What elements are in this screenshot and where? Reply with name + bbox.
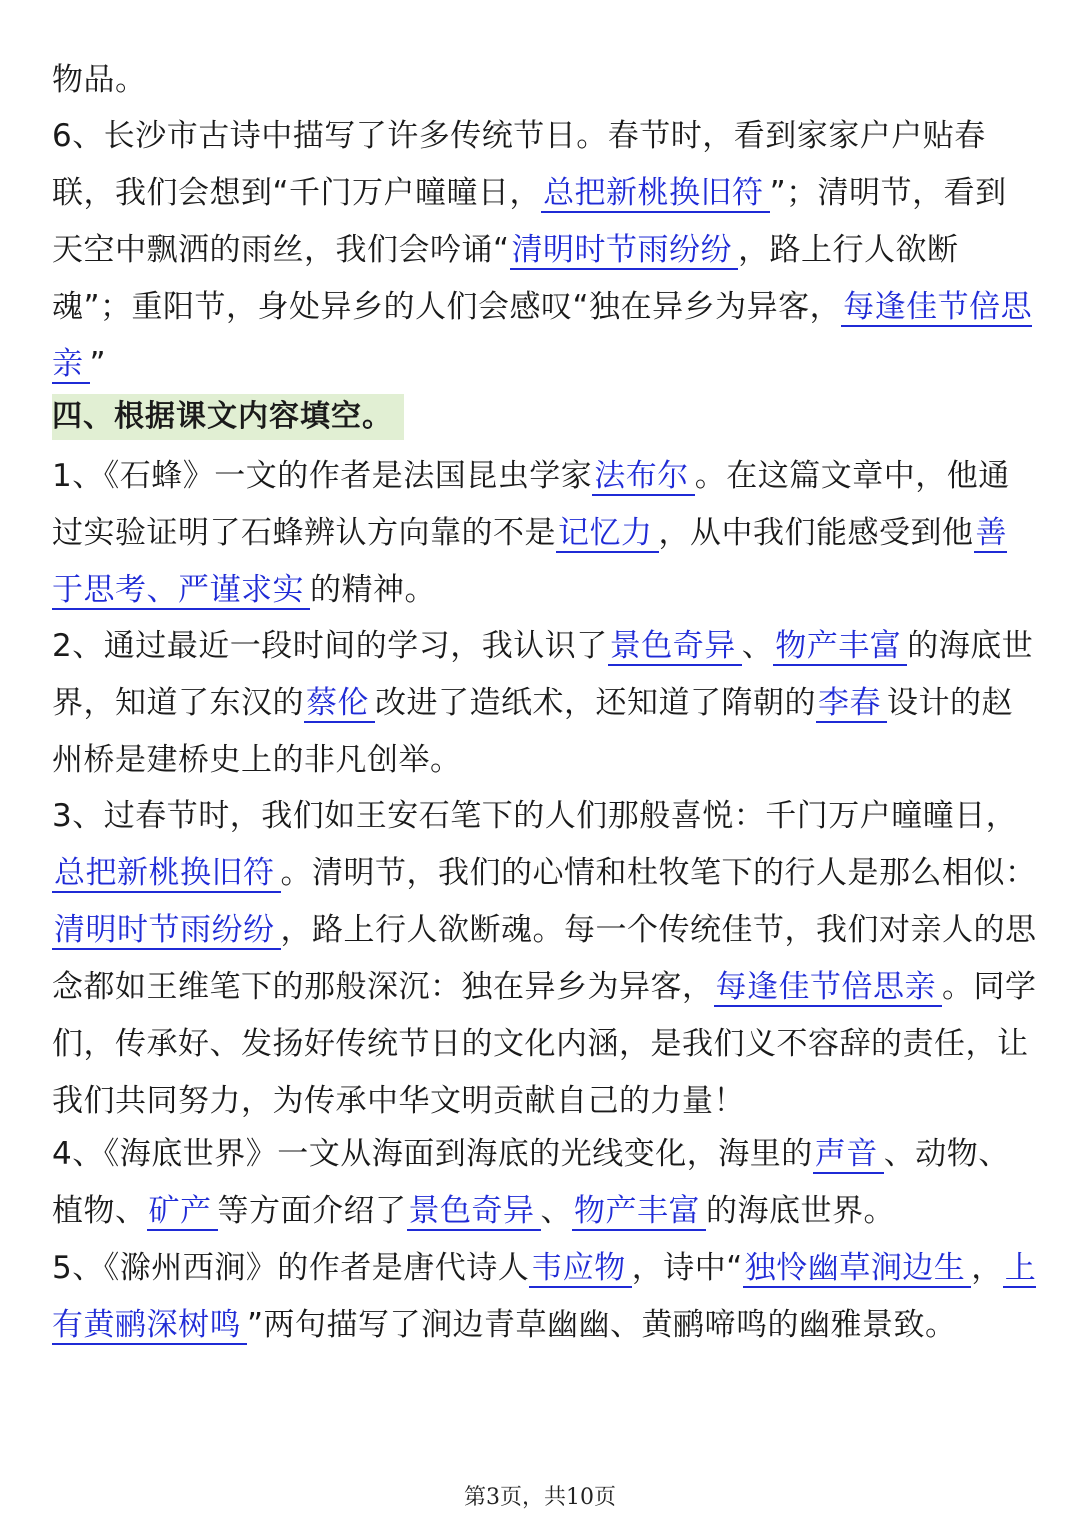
- page-number: 第3页，共10页: [464, 1485, 616, 1510]
- question-text: 设计的赵州桥是建桥史上的非凡创举。: [52, 685, 1013, 778]
- question-text: 2、通过最近一段时间的学习，我认识了: [52, 628, 608, 664]
- answer-blank: 每逢佳节倍思亲: [714, 969, 943, 1007]
- answer-blank: 清明时节雨纷纷: [510, 232, 739, 270]
- answer-blank: 善于思考、严谨求实: [52, 515, 1007, 608]
- question-text: 。同学们，传承好、发扬好传统节日的文化内涵，是我们义不容辞的责任，让我们共同努力，为传承中华文明贡献自己的力量！: [52, 969, 1037, 1119]
- question-text: ，诗中“: [631, 1250, 743, 1286]
- answer-blank: 总把新桃换旧符: [541, 175, 770, 213]
- question-text: 的海底世界，知道了东汉的: [52, 628, 1034, 721]
- question-text: 4、《海底世界》一文从海面到海底的光线变化，海里的: [52, 1136, 813, 1172]
- question-text: ，路上行人欲断魂。每一个传统佳节，我们对亲人的思念都如王维笔下的那般深沉：独在异乡为异客，: [52, 912, 1037, 1005]
- question-text: 3、过春节时，我们如王安石笔下的人们那般喜悦：千门万户曈曈日，: [52, 798, 1018, 834]
- answer-blank: 景色奇异: [608, 628, 742, 666]
- fill-item-4: [52, 1126, 1037, 1240]
- question-text: 的精神。: [310, 572, 436, 608]
- question-text: ”: [89, 346, 107, 382]
- answer-blank: 总把新桃换旧符: [52, 855, 281, 893]
- question-text: ”两句描写了涧边青草幽幽、黄鹂啼鸣的幽雅景致。: [247, 1307, 957, 1343]
- section-heading: 四、根据课文内容填空。: [52, 399, 393, 434]
- answer-blank: 声音: [813, 1136, 884, 1174]
- question-text: ，从中我们能感受到他: [658, 515, 974, 551]
- answer-blank: 景色奇异: [407, 1193, 541, 1231]
- question-text: 6、长沙市古诗中描写了许多传统节日。春节时，看到家家户户贴春联，我们会想到“千门万户曈曈日，: [52, 118, 986, 211]
- answer-blank: 蔡伦: [304, 685, 375, 723]
- question-6: [52, 108, 1037, 393]
- fill-item-3: [52, 788, 1037, 1130]
- question-text: 1、《石蜂》一文的作者是法国昆虫学家: [52, 458, 593, 494]
- fill-item-5: [52, 1240, 1037, 1354]
- answer-blank: 物产丰富: [572, 1193, 706, 1231]
- answer-blank: 清明时节雨纷纷: [52, 912, 281, 950]
- question-text: 等方面介绍了: [217, 1193, 407, 1229]
- answer-blank: 李春: [816, 685, 887, 723]
- answer-blank: 每逢佳节倍思亲: [52, 289, 1033, 382]
- question-text: ，路上行人欲断魂”；重阳节，身处异乡的人们会感叹“独在异乡为异客，: [52, 232, 959, 325]
- question-text: 。清明节，我们的心情和杜牧笔下的行人是那么相似：: [280, 855, 1037, 891]
- question-text: ，: [971, 1250, 1003, 1286]
- question-text: 、: [741, 628, 774, 664]
- answer-blank: 上有黄鹂深树鸣: [52, 1250, 1037, 1343]
- answer-blank: 法布尔: [592, 458, 695, 496]
- answer-blank: 韦应物: [529, 1250, 632, 1288]
- question-text: 5、《滁州西涧》的作者是唐代诗人: [52, 1250, 530, 1286]
- question-text: ”；清明节，看到天空中飘洒的雨丝，我们会吟诵“: [52, 175, 1007, 268]
- question-text: 改进了造纸术，还知道了隋朝的: [375, 685, 816, 721]
- continued-line: 物品。: [52, 62, 147, 98]
- fill-item-2: [52, 618, 1037, 789]
- answer-blank: 矿产: [147, 1193, 218, 1231]
- question-text: 的海底世界。: [706, 1193, 895, 1229]
- answer-blank: 物产丰富: [773, 628, 907, 666]
- answer-blank: 独怜幽草涧边生: [743, 1250, 972, 1288]
- question-text: 。在这篇文章中，他通过实验证明了石蜂辨认方向靠的不是: [52, 458, 1010, 551]
- answer-blank: 记忆力: [556, 515, 659, 553]
- fill-item-1: [52, 448, 1037, 619]
- question-text: 、动物、植物、: [52, 1136, 1010, 1229]
- question-text: 、: [540, 1193, 572, 1229]
